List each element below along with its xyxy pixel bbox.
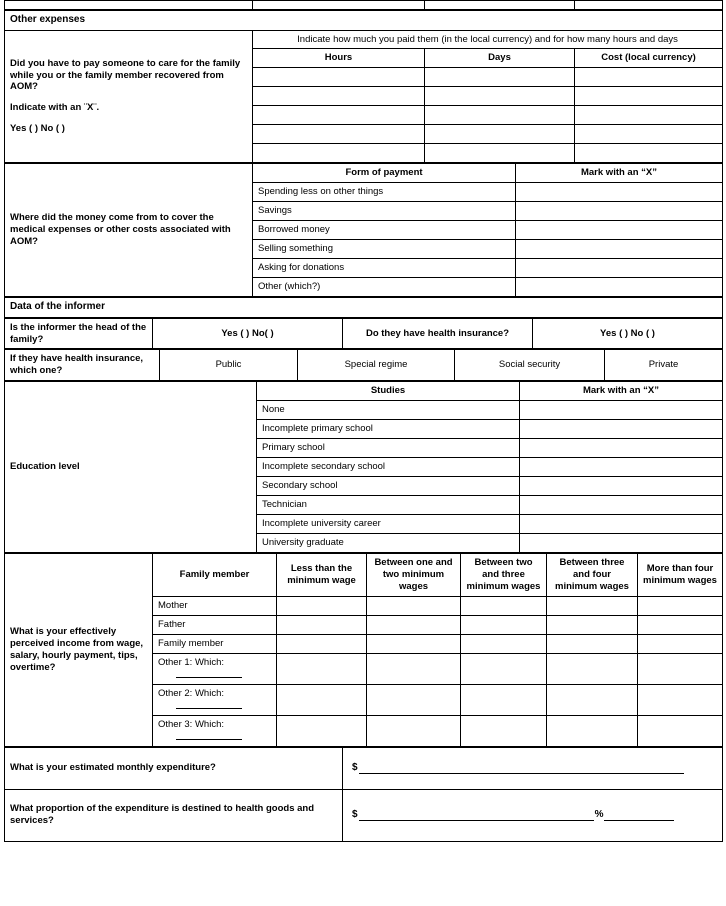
table-income [4,553,723,747]
table-row [5,789,723,841]
checkbox-cell-selling-something[interactable] [516,240,723,259]
income-cell-mother-2[interactable] [367,596,461,615]
education-option-secondary: Secondary school [257,477,520,496]
currency-symbol-monthly: $ [352,761,358,773]
column-header-one-to-two: Between one and two minimum wages [367,554,461,597]
question-has-health-insurance: Do they have health insurance? [343,318,533,349]
input-days-4[interactable] [425,125,575,144]
income-cell-father-2[interactable] [367,615,461,634]
table-header-row [5,554,723,597]
percent-symbol-health: % [594,808,604,820]
column-header-more-than-four: More than four minimum wages [638,554,723,597]
income-cell-mother-4[interactable] [547,596,638,615]
section-heading-other-expenses: Other expenses [5,11,723,31]
table-other-expenses [4,10,723,163]
table-header-row [5,382,723,401]
income-row-label-father: Father [153,615,277,634]
question-head-of-family: Is the informer the head of the family? [5,318,153,349]
income-cell-other1-4[interactable] [547,653,638,684]
currency-symbol-health: $ [352,808,358,820]
option-label-spending-less: Spending less on other things [253,183,516,202]
question-care-payment-answer: Yes ( ) No ( ) [10,123,65,135]
input-cost-3[interactable] [575,106,723,125]
income-cell-other2-2[interactable] [367,684,461,715]
question-monthly-expenditure: What is your estimated monthly expenditure? [5,747,343,789]
income-cell-familymember-2[interactable] [367,634,461,653]
table-header-row [5,164,723,183]
table-top-stub [4,0,723,10]
education-option-technician: Technician [257,496,520,515]
income-cell-father-3[interactable] [461,615,547,634]
income-cell-other2-1[interactable] [277,684,367,715]
column-header-studies: Studies [257,382,520,401]
column-header-hours: Hours [253,49,425,68]
education-option-primary: Primary school [257,439,520,458]
income-row-other-1[interactable] [153,653,277,684]
checkbox-cell-education-incomplete-secondary[interactable] [520,458,723,477]
question-which-insurance: If they have health insurance, which one? [5,350,160,381]
column-header-mark-x-payment: Mark with an “X” [516,164,723,183]
column-header-cost: Cost (local currency) [575,49,723,68]
section-heading-row [5,11,723,31]
income-cell-father-1[interactable] [277,615,367,634]
checkbox-cell-education-incomplete-primary[interactable] [520,420,723,439]
income-cell-familymember-5[interactable] [638,634,723,653]
income-cell-mother-3[interactable] [461,596,547,615]
income-cell-other3-3[interactable] [461,715,547,746]
table-expenditure [4,747,723,842]
checkbox-cell-education-university-graduate[interactable] [520,534,723,553]
stub-cell-hours [253,1,425,10]
answer-monthly-expenditure[interactable] [343,747,723,789]
question-care-payment-line1: Did you have to pay someone to care for the family while you or the family member recovered from AOM? [10,57,241,93]
income-row-label-mother: Mother [153,596,277,615]
income-cell-other1-2[interactable] [367,653,461,684]
span-header-payment-details: Indicate how much you paid them (in the local currency) and for how many hours and days [253,30,723,49]
income-row-label-other-2: Other 2: Which: [158,688,224,700]
option-label-other-payment: Other (which?) [253,278,516,297]
checkbox-cell-spending-less[interactable] [516,183,723,202]
education-option-none: None [257,401,520,420]
income-row-fill-line-other-2[interactable] [176,707,242,709]
table-row [5,350,723,381]
education-option-incomplete-secondary: Incomplete secondary school [257,458,520,477]
checkbox-cell-education-technician[interactable] [520,496,723,515]
question-education-level: Education level [5,382,257,553]
income-cell-other3-5[interactable] [638,715,723,746]
input-hours-4[interactable] [253,125,425,144]
insurance-option-public[interactable]: Public [160,350,298,381]
income-row-fill-line-other-1[interactable] [176,676,242,678]
income-cell-other2-4[interactable] [547,684,638,715]
income-cell-familymember-3[interactable] [461,634,547,653]
question-care-payment-line2: Indicate with an ¨X¨. [10,102,100,114]
checkbox-cell-asking-donations[interactable] [516,259,723,278]
stub-cell-left [5,1,253,10]
income-cell-other3-1[interactable] [277,715,367,746]
checkbox-cell-savings[interactable] [516,202,723,221]
column-header-mark-x-studies: Mark with an “X” [520,382,723,401]
column-header-three-to-four: Between three and four minimum wages [547,554,638,597]
income-row-other-2[interactable] [153,684,277,715]
question-health-proportion: What proportion of the expenditure is destined to health goods and services? [5,789,343,841]
income-cell-familymember-4[interactable] [547,634,638,653]
table-insurance-type [4,349,723,381]
income-cell-mother-5[interactable] [638,596,723,615]
income-cell-father-4[interactable] [547,615,638,634]
column-header-family-member: Family member [153,554,277,597]
stub-cell-days [425,1,575,10]
education-option-incomplete-university: Incomplete university career [257,515,520,534]
income-cell-other2-5[interactable] [638,684,723,715]
input-line-health-proportion-percent[interactable] [604,809,674,821]
input-hours-2[interactable] [253,87,425,106]
table-row [5,30,723,49]
table-row [5,747,723,789]
income-row-label-other-3: Other 3: Which: [158,719,224,731]
table-informer-heading [4,297,723,318]
input-days-5[interactable] [425,144,575,163]
stub-cell-cost [575,1,723,10]
column-header-form-of-payment: Form of payment [253,164,516,183]
column-header-less-than-minimum: Less than the minimum wage [277,554,367,597]
table-education-level [4,381,723,553]
option-label-borrowed-money: Borrowed money [253,221,516,240]
input-days-1[interactable] [425,68,575,87]
input-line-monthly-expenditure[interactable] [359,762,684,774]
table-row [5,1,723,10]
income-cell-other1-3[interactable] [461,653,547,684]
input-cost-5[interactable] [575,144,723,163]
income-cell-other1-5[interactable] [638,653,723,684]
option-label-savings: Savings [253,202,516,221]
income-cell-other3-2[interactable] [367,715,461,746]
income-cell-mother-1[interactable] [277,596,367,615]
input-days-2[interactable] [425,87,575,106]
income-row-label-family-member: Family member [153,634,277,653]
checkbox-cell-other-payment[interactable] [516,278,723,297]
question-income: What is your effectively perceived income from wage, salary, hourly payment, tips, overtime? [5,554,153,747]
income-cell-father-5[interactable] [638,615,723,634]
table-row [5,318,723,349]
input-hours-3[interactable] [253,106,425,125]
input-cost-4[interactable] [575,125,723,144]
question-money-source: Where did the money come from to cover the medical expenses or other costs associated with AOM? [5,164,253,297]
input-line-health-proportion-amount[interactable] [359,809,594,821]
insurance-option-special-regime[interactable]: Special regime [298,350,455,381]
input-hours-5[interactable] [253,144,425,163]
checkbox-cell-education-none[interactable] [520,401,723,420]
checkbox-cell-education-incomplete-university[interactable] [520,515,723,534]
income-row-label-other-1: Other 1: Which: [158,657,224,669]
question-care-payment [5,30,253,163]
checkbox-cell-borrowed-money[interactable] [516,221,723,240]
education-option-incomplete-primary: Incomplete primary school [257,420,520,439]
table-money-source [4,163,723,297]
income-cell-other1-1[interactable] [277,653,367,684]
income-cell-other3-4[interactable] [547,715,638,746]
answer-health-proportion[interactable] [343,789,723,841]
answer-has-health-insurance[interactable]: Yes ( ) No ( ) [533,318,723,349]
input-days-3[interactable] [425,106,575,125]
option-label-asking-donations: Asking for donations [253,259,516,278]
input-cost-2[interactable] [575,87,723,106]
income-cell-other2-3[interactable] [461,684,547,715]
section-heading-row [5,298,723,318]
income-row-other-3[interactable] [153,715,277,746]
answer-head-of-family[interactable]: Yes ( ) No( ) [153,318,343,349]
income-row-fill-line-other-3[interactable] [176,738,242,740]
section-heading-informer: Data of the informer [5,298,723,318]
insurance-option-private[interactable]: Private [605,350,723,381]
column-header-days: Days [425,49,575,68]
checkbox-cell-education-secondary[interactable] [520,477,723,496]
income-cell-familymember-1[interactable] [277,634,367,653]
education-option-university-graduate: University graduate [257,534,520,553]
option-label-selling-something: Selling something [253,240,516,259]
checkbox-cell-education-primary[interactable] [520,439,723,458]
input-hours-1[interactable] [253,68,425,87]
table-informer-details [4,318,723,350]
insurance-option-social-security[interactable]: Social security [455,350,605,381]
column-header-two-to-three: Between two and three minimum wages [461,554,547,597]
input-cost-1[interactable] [575,68,723,87]
